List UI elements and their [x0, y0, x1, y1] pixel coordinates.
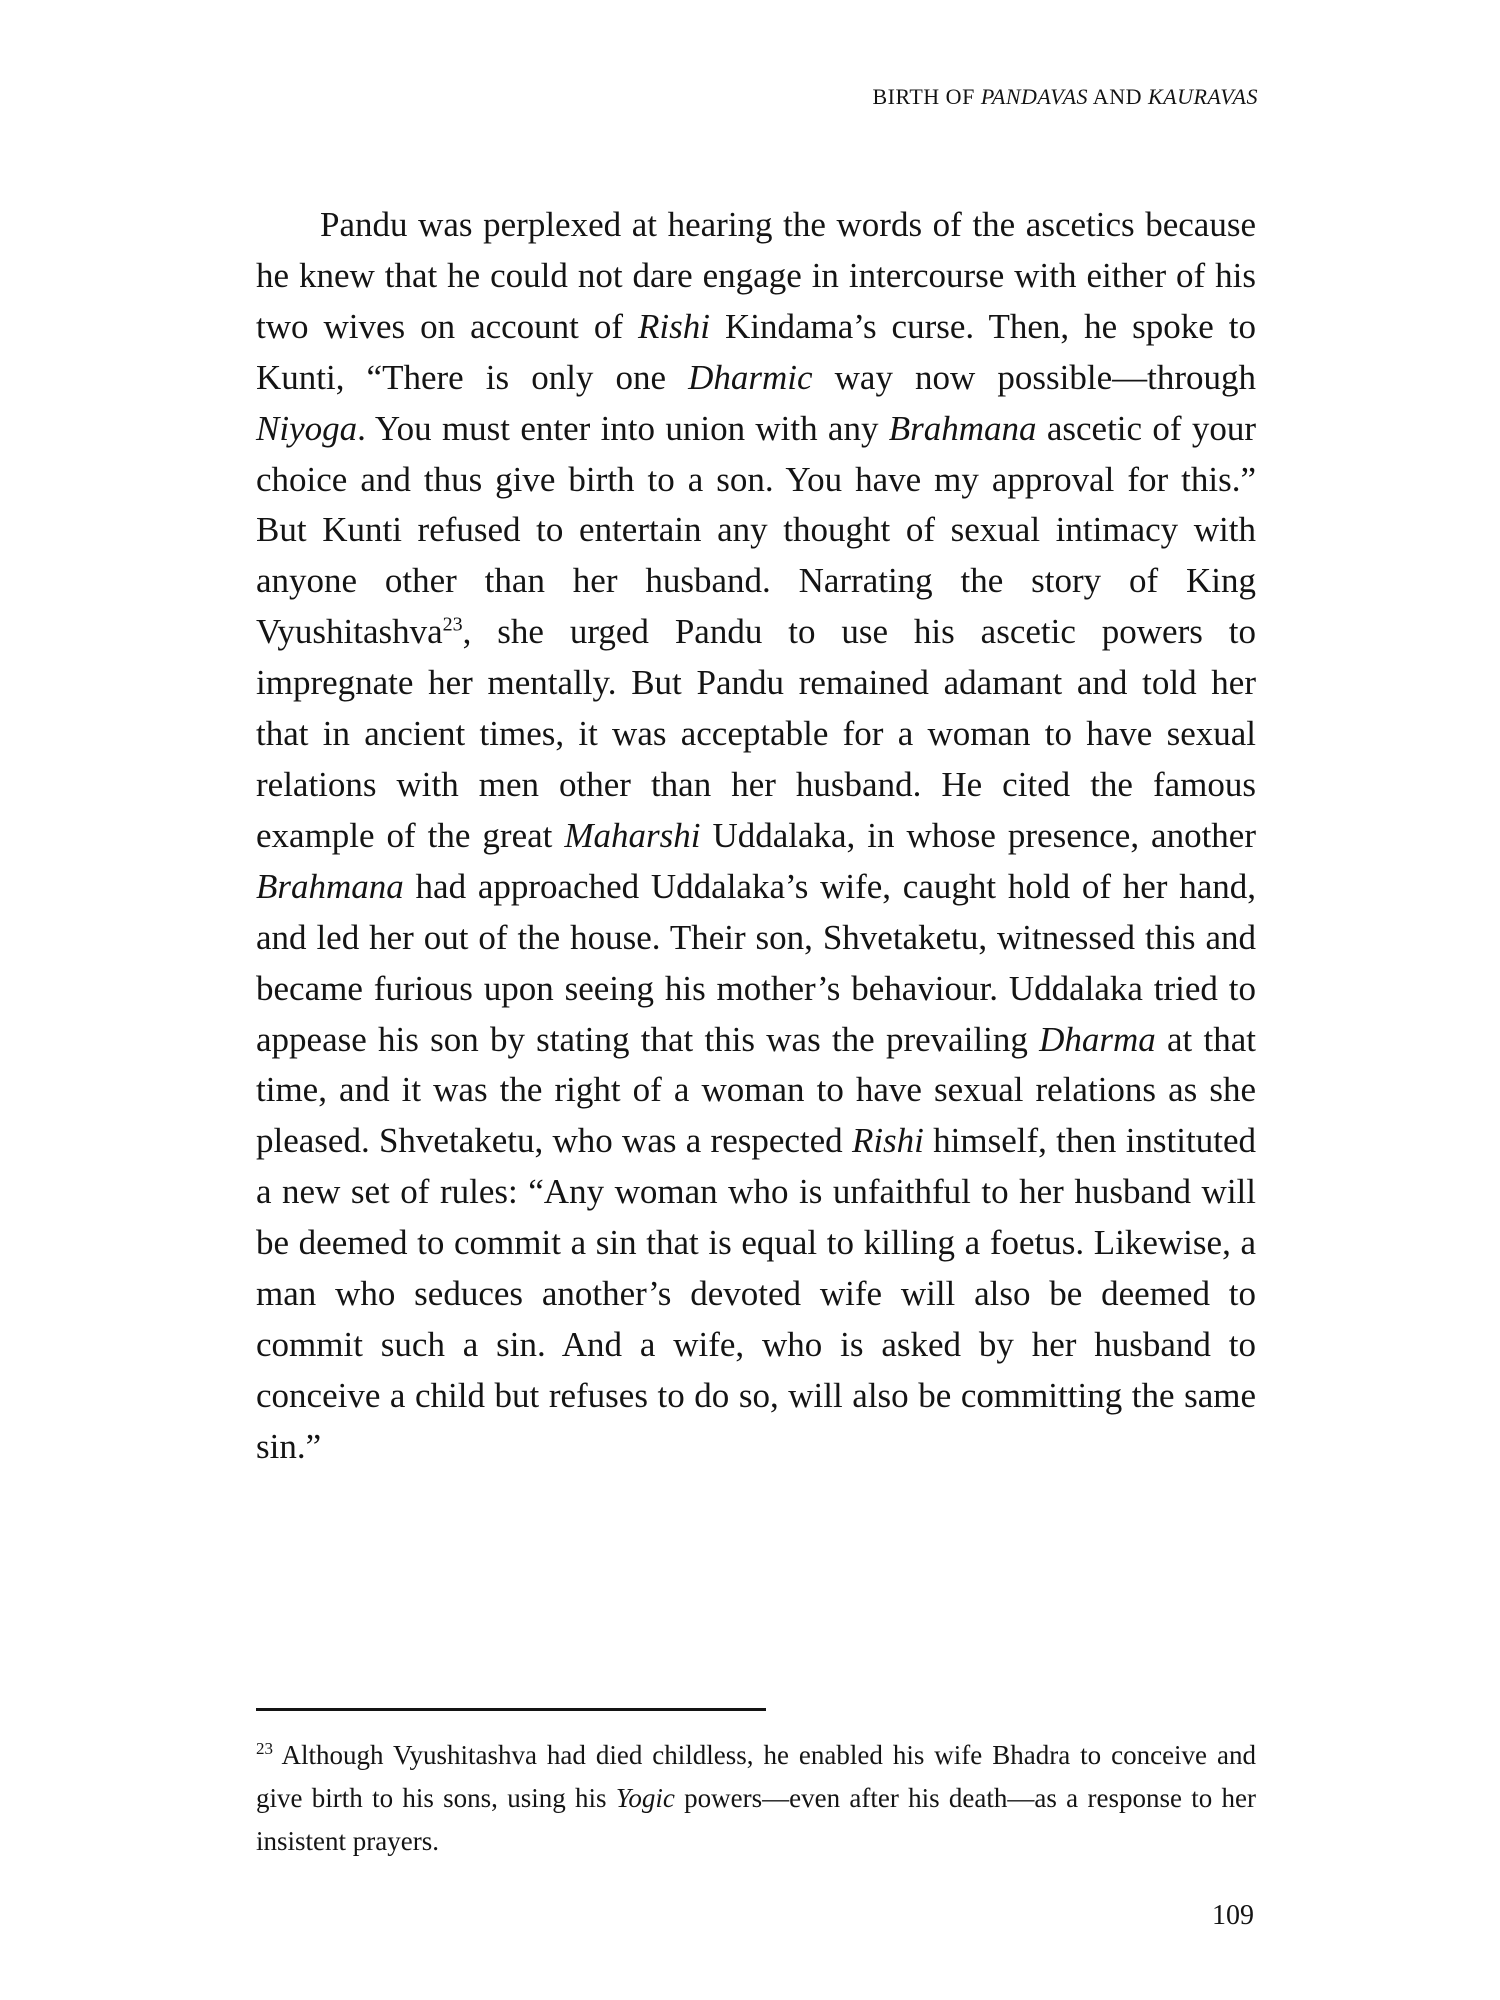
italic-term: Dharmic	[688, 357, 813, 397]
text-run: Kindama’s curse. Then, he spoke to Kunti, “There is only one	[256, 306, 1256, 397]
text-run: at that time, and it was the right of a woman to have sexual relations as she pleased. Shvetaketu, who was a respected	[256, 1019, 1256, 1161]
text-run: Pandu was perplexed at hearing the words of the ascetics because he knew that he could not dare engage in intercourse with either of his two wives on account of	[256, 205, 1256, 346]
running-head	[873, 84, 1259, 110]
text-run: powers—even after his death—as a response to her insistent prayers.	[256, 1783, 1256, 1856]
italic-term: Rishi	[638, 306, 710, 346]
text-run: way now possible—through	[812, 357, 1256, 397]
running-head-text: AND	[1088, 84, 1148, 109]
main-text	[256, 200, 1256, 1473]
page-number: 109	[1212, 1900, 1254, 1931]
italic-term: Dharma	[1039, 1019, 1156, 1059]
text-run: ascetic of your choice and thus give birth to a son. You have my approval for this.” But Kunti refused to entertain any thought of sexual intimacy with anyone other than her husband. Narrating the story of King Vyushitashva	[256, 408, 1256, 652]
footnote-paragraph	[256, 1734, 1256, 1863]
running-head-text: BIRTH OF	[872, 84, 981, 109]
footnote-reference: 23	[442, 613, 463, 636]
footnote	[256, 1734, 1256, 1863]
italic-term: Brahmana	[256, 866, 404, 906]
italic-term: Brahmana	[888, 408, 1037, 448]
paragraph	[256, 200, 1256, 1473]
text-run: Although Vyushitashva had died childless, he enabled his wife Bhadra to conceive and give birth to his sons, using his	[256, 1740, 1256, 1813]
italic-term: Maharshi	[564, 815, 701, 855]
text-run: , she urged Pandu to use his ascetic powers to impregnate her mentally. But Pandu remained adamant and told her that in ancient times, it was acceptable for a woman to have sexual relations with men other than her husband. He cited the famous example of the great	[256, 612, 1256, 855]
footnote-divider	[256, 1708, 766, 1711]
text-run: himself, then instituted a new set of rules: “Any woman who is unfaithful to her husband will be deemed to commit a sin that is equal to killing a foetus. Likewise, a man who seduces another’s devoted wife will also be deemed to commit such a sin. And a wife, who is asked by her husband to conceive a child but refuses to do so, will also be committing the same sin.”	[256, 1121, 1256, 1466]
italic-term: Niyoga	[256, 408, 358, 448]
running-head-italic-kauravas: KAURAVAS	[1147, 84, 1258, 109]
italic-term: Rishi	[851, 1121, 924, 1161]
footnote-marker: 23	[256, 1739, 273, 1758]
running-head-italic-pandavas: PANDAVAS	[980, 84, 1089, 109]
text-run: Uddalaka, in whose presence, another	[700, 815, 1256, 855]
text-run: . You must enter into union with any	[357, 408, 889, 448]
italic-term: Yogic	[615, 1783, 675, 1813]
text-run: had approached Uddalaka’s wife, caught hold of her hand, and led her out of the house. Their son, Shvetaketu, witnessed this and became furious upon seeing his mother’s behaviour. Uddalaka tried to appease his son by stating that this was the prevailing	[256, 866, 1256, 1059]
